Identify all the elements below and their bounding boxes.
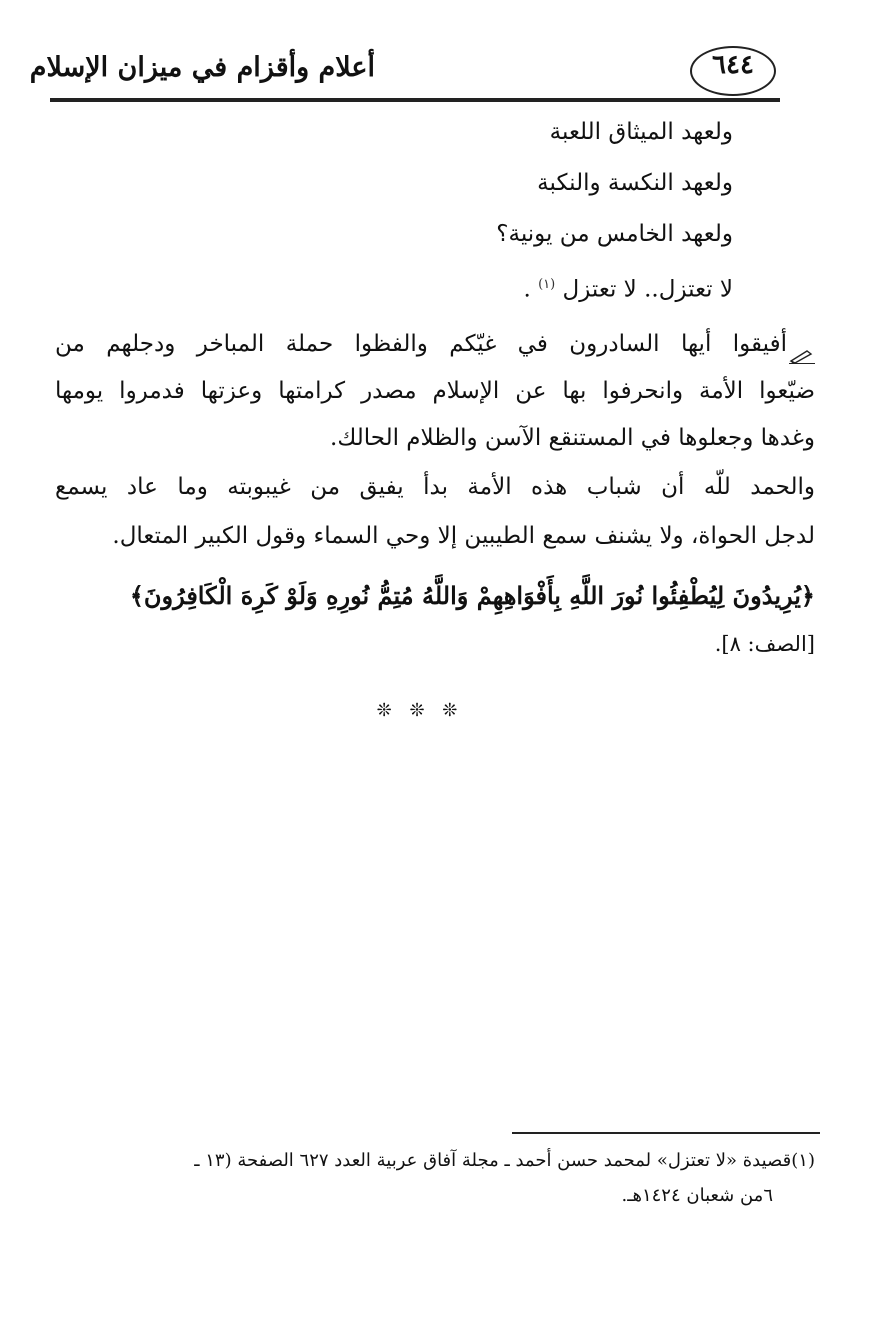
header-divider: [50, 98, 780, 102]
paragraph-text: أفيقوا أيها السادرون في غيّكم والفظوا حملة المباخر ودجلهم من: [55, 331, 787, 357]
poem-line: ولعهد الخامس من يونية؟: [496, 221, 733, 247]
quran-verse: ﴿يُرِيدُونَ لِيُطْفِئُوا نُورَ اللَّهِ بِأَفْوَاهِهِمْ وَاللَّهُ مُتِمُّ نُورِهِ وَلَوْ كَرِهَ الْكَافِرُونَ﴾: [129, 581, 815, 610]
poem-line-end: .: [523, 276, 531, 303]
section-separator: ❊ ❊ ❊: [376, 700, 464, 721]
page-number: ٦٤٤: [712, 50, 754, 80]
footnote-marker: (١): [538, 277, 556, 292]
paragraph-2-line-2: لدجل الحواة، ولا يشنف سمع الطيبين إلا وحي السماء وقول الكبير المتعال.: [112, 523, 815, 549]
verse-reference: [الصف: ٨].: [714, 632, 815, 656]
poem-line-text: لا تعتزل.. لا تعتزل: [562, 276, 733, 303]
poem-line: ولعهد الميثاق اللعبة: [549, 119, 733, 145]
pen-icon: [789, 337, 815, 353]
paragraph-1-line-3: وغدها وجعلوها في المستنقع الآسن والظلام الحالك.: [330, 425, 815, 451]
paragraph-1-line-2: ضيّعوا الأمة وانحرفوا بها عن الإسلام مصدر كرامتها وعزتها فدمروا يومها: [55, 378, 815, 404]
paragraph-2-line-1: والحمد للّه أن شباب هذه الأمة بدأ يفيق من غيبوبته وما عاد يسمع: [55, 474, 815, 500]
footnote-line-1: (١)قصيدة «لا تعتزل» لمحمد حسن أحمد ـ مجلة آفاق عربية العدد ٦٢٧ الصفحة (١٣ ـ: [194, 1150, 815, 1171]
footnote-line-2: ٦من شعبان ١٤٢٤هـ.: [621, 1185, 773, 1206]
footnote-divider: [512, 1132, 820, 1134]
running-header-title: أعلام وأقزام في ميزان الإسلام: [29, 52, 375, 83]
poem-line: ولعهد النكسة والنكبة: [537, 170, 733, 196]
poem-line-with-footnote: [523, 265, 733, 310]
paragraph-1-line-1: [55, 324, 815, 364]
